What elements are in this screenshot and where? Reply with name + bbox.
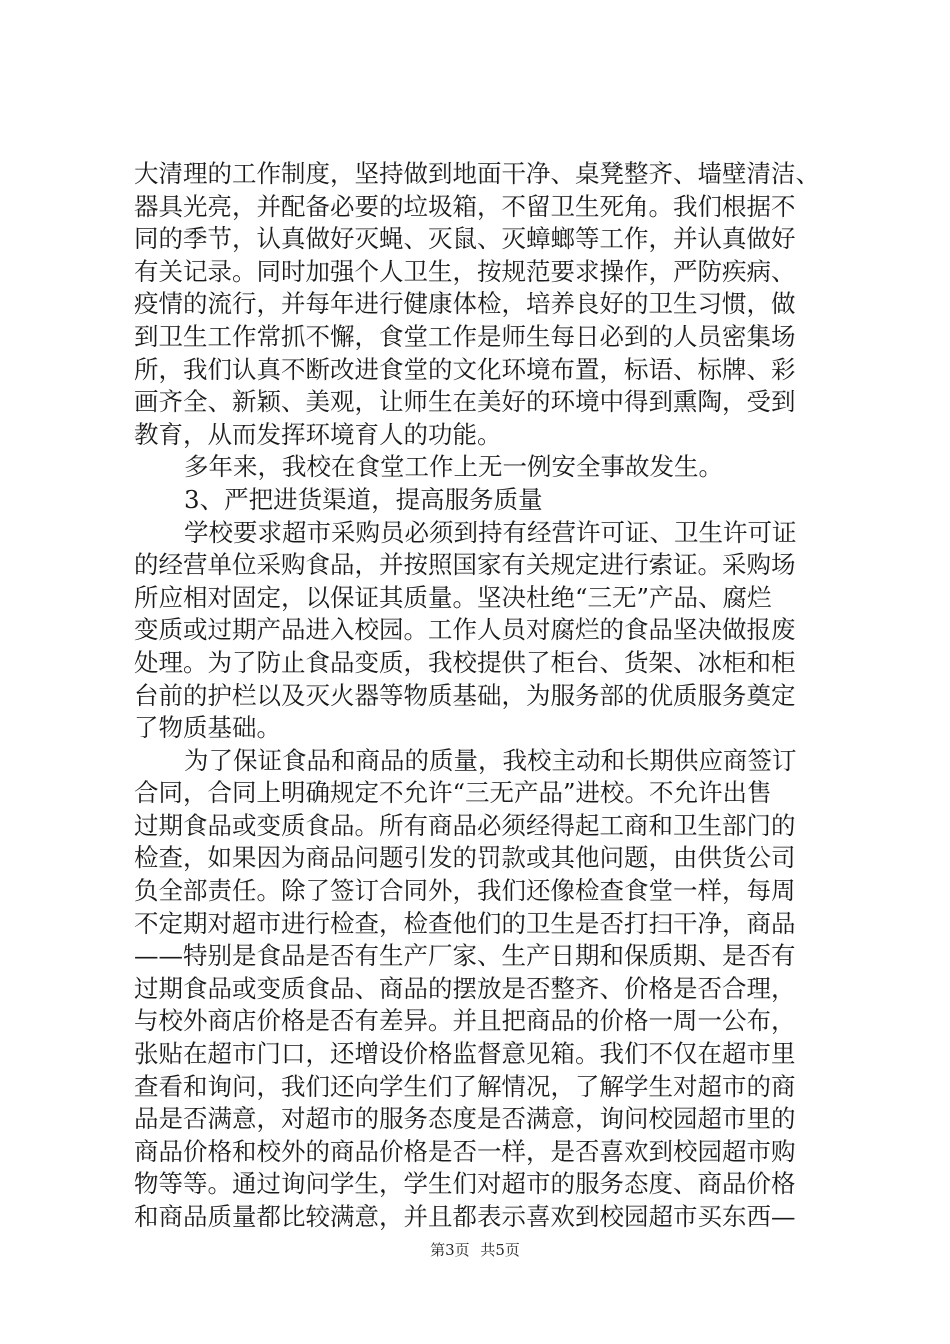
page-number: 第3页 [430,1241,470,1259]
text-line: 画齐全、新颖、美观，让师生在美好的环境中得到熏陶，受到 [134,387,796,417]
text-line: 张贴在超市门口，还增设价格监督意见箱。我们不仅在超市里 [134,1039,796,1069]
text-line: 合同，合同上明确规定不允许“三无产品”进校。不允许出售 [134,778,772,808]
page-footer [0,1240,950,1260]
page-total: 共5页 [480,1241,520,1259]
text-line: 和商品质量都比较满意，并且都表示喜欢到校园超市买东西— [134,1202,796,1231]
text-line: 有关记录。同时加强个人卫生，按规范要求操作，严防疾病、 [134,256,796,286]
text-line: 了物质基础。 [134,713,281,743]
document-body [134,158,824,1234]
text-line: 所，我们认真不断改进食堂的文化环境布置，标语、标牌、彩 [134,354,796,384]
text-line: 多年来，我校在食堂工作上无一例安全事故发生。 [184,452,723,482]
text-line: 物等等。通过询问学生，学生们对超市的服务态度、商品价格 [134,1169,796,1199]
text-line: 负全部责任。除了签订合同外，我们还像检查食堂一样，每周 [134,876,796,906]
text-line: 过期食品或变质食品。所有商品必须经得起工商和卫生部门的 [134,810,796,840]
text-line: 教育，从而发挥环境育人的功能。 [134,419,502,449]
text-line: 台前的护栏以及灭火器等物质基础，为服务部的优质服务奠定 [134,680,796,710]
text-line: 查看和询问，我们还向学生们了解情况，了解学生对超市的商 [134,1071,796,1101]
text-line: 的经营单位采购食品，并按照国家有关规定进行索证。采购场 [134,550,796,580]
text-line: 处理。为了防止食品变质，我校提供了柜台、货架、冰柜和柜 [134,647,796,677]
text-line: 大清理的工作制度，坚持做到地面干净、桌凳整齐、墙壁清洁、 [134,159,820,188]
text-line: 检查，如果因为商品问题引发的罚款或其他问题，由供货公司 [134,843,796,873]
text-line: ——特别是食品是否有生产厂家、生产日期和保质期、是否有 [134,941,796,971]
text-line: 过期食品或变质食品、商品的摆放是否整齐、价格是否合理， [134,973,796,1003]
text-line: 变质或过期产品进入校园。工作人员对腐烂的食品坚决做报废 [134,615,796,645]
text-line: 3、严把进货渠道，提高服务质量 [184,484,543,514]
text-line: 疫情的流行，并每年进行健康体检，培养良好的卫生习惯，做 [134,289,796,319]
text-line: 与校外商店价格是否有差异。并且把商品的价格一周一公布， [134,1006,796,1036]
text-line: 到卫生工作常抓不懈，食堂工作是师生每日必到的人员密集场 [134,321,796,351]
text-line: 所应相对固定，以保证其质量。坚决杜绝“三无”产品、腐烂 [134,582,772,612]
text-line: 器具光亮，并配备必要的垃圾箱，不留卫生死角。我们根据不 [134,191,796,221]
text-line: 为了保证食品和商品的质量，我校主动和长期供应商签订 [184,745,797,775]
text-line: 不定期对超市进行检查，检查他们的卫生是否打扫干净，商品 [134,908,796,938]
text-line: 商品价格和校外的商品价格是否一样，是否喜欢到校园超市购 [134,1136,796,1166]
text-line: 学校要求超市采购员必须到持有经营许可证、卫生许可证 [184,517,797,547]
text-line: 品是否满意，对超市的服务态度是否满意，询问校园超市里的 [134,1104,796,1134]
text-line: 同的季节，认真做好灭蝇、灭鼠、灭蟑螂等工作，并认真做好 [134,224,796,254]
